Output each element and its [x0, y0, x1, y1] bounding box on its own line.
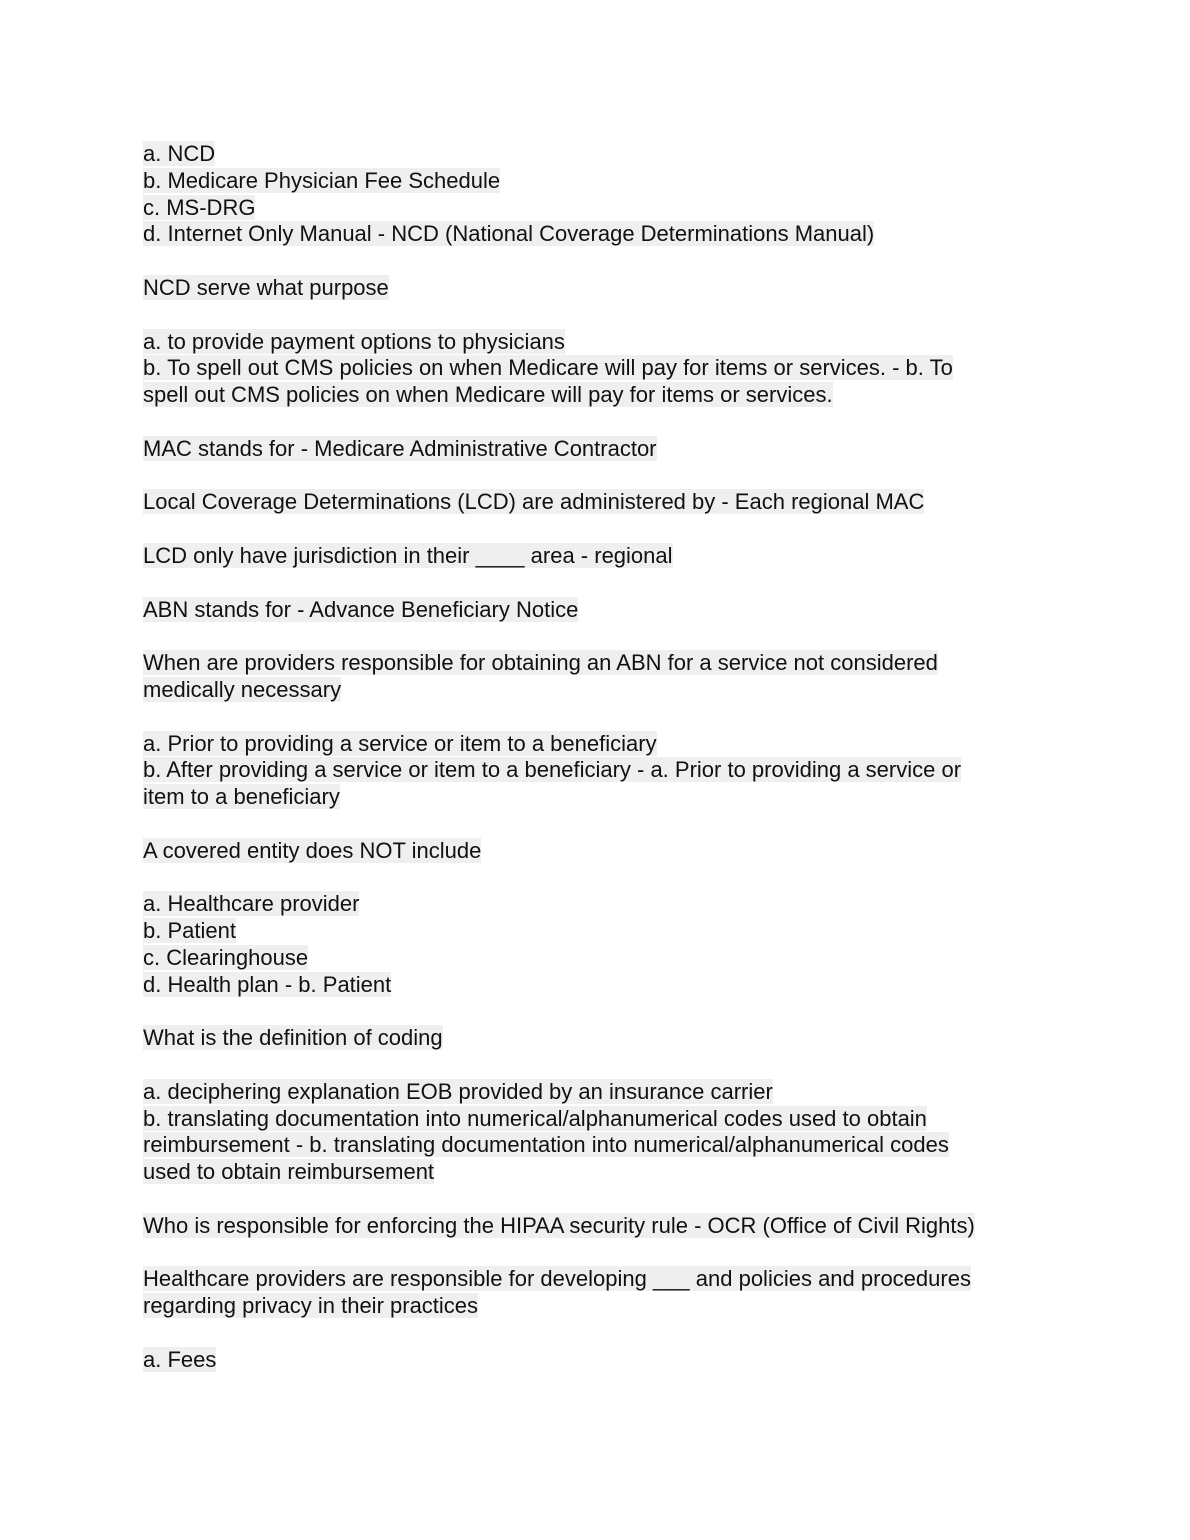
paragraph: [143, 489, 1043, 516]
text-line: [143, 1025, 1043, 1052]
paragraph: [143, 141, 1043, 248]
paragraph: [143, 1347, 1043, 1374]
text-line-content: b. Patient: [143, 918, 236, 944]
text-line-content: LCD only have jurisdiction in their ____ area - regional: [143, 542, 673, 568]
paragraph: [143, 1025, 1043, 1052]
text-line-content: What is the definition of coding: [143, 1025, 443, 1051]
text-line: [143, 784, 1043, 811]
text-line: [143, 757, 1043, 784]
text-line-content: Who is responsible for enforcing the HIPAA security rule - OCR (Office of Civil Rights): [143, 1212, 975, 1238]
paragraph: [143, 731, 1043, 811]
paragraph: [143, 891, 1043, 998]
text-line: [143, 168, 1043, 195]
text-line: [143, 945, 1043, 972]
paragraph: [143, 597, 1043, 624]
paragraph: [143, 650, 1043, 704]
text-line-content: medically necessary: [143, 676, 342, 702]
text-line-content: b. To spell out CMS policies on when Medicare will pay for items or services. - b. To: [143, 355, 953, 381]
text-line: [143, 355, 1043, 382]
text-line-content: b. After providing a service or item to a beneficiary - a. Prior to providing a service or: [143, 757, 962, 783]
text-line: [143, 1347, 1043, 1374]
text-line: [143, 677, 1043, 704]
text-line: [143, 838, 1043, 865]
text-line: [143, 1213, 1043, 1240]
text-line: [143, 891, 1043, 918]
paragraph: [143, 1213, 1043, 1240]
text-line: [143, 1079, 1043, 1106]
text-line-content: a. Prior to providing a service or item to a beneficiary: [143, 730, 657, 756]
paragraph: [143, 1079, 1043, 1186]
text-line-content: A covered entity does NOT include: [143, 837, 482, 863]
text-line: [143, 650, 1043, 677]
text-line: [143, 195, 1043, 222]
text-line: [143, 275, 1043, 302]
document-body: [143, 141, 1043, 1374]
text-line-content: d. Health plan - b. Patient: [143, 971, 392, 997]
text-line: [143, 329, 1043, 356]
text-line-content: d. Internet Only Manual - NCD (National Coverage Determinations Manual): [143, 221, 875, 247]
text-line: [143, 489, 1043, 516]
paragraph: [143, 329, 1043, 409]
text-line: [143, 1106, 1043, 1133]
text-line-content: b. Medicare Physician Fee Schedule: [143, 167, 501, 193]
text-line: [143, 597, 1043, 624]
paragraph: [143, 275, 1043, 302]
text-line: [143, 543, 1043, 570]
text-line-content: Healthcare providers are responsible for developing ___ and policies and procedures: [143, 1266, 971, 1292]
text-line-content: b. translating documentation into numerical/alphanumerical codes used to obtain: [143, 1105, 927, 1131]
text-line-content: MAC stands for - Medicare Administrative Contractor: [143, 435, 657, 461]
paragraph: [143, 838, 1043, 865]
paragraph: [143, 436, 1043, 463]
text-line-content: item to a beneficiary: [143, 784, 340, 810]
text-line: [143, 436, 1043, 463]
text-line: [143, 918, 1043, 945]
paragraph: [143, 543, 1043, 570]
paragraph: [143, 1266, 1043, 1320]
text-line: [143, 1132, 1043, 1159]
text-line: [143, 731, 1043, 758]
text-line: [143, 221, 1043, 248]
text-line: [143, 972, 1043, 999]
text-line-content: NCD serve what purpose: [143, 274, 389, 300]
text-line-content: reimbursement - b. translating documentation into numerical/alphanumerical codes: [143, 1132, 949, 1158]
text-line: [143, 141, 1043, 168]
text-line-content: When are providers responsible for obtaining an ABN for a service not considered: [143, 650, 938, 676]
text-line-content: used to obtain reimbursement: [143, 1159, 435, 1185]
text-line-content: a. NCD: [143, 141, 216, 166]
text-line-content: spell out CMS policies on when Medicare will pay for items or services.: [143, 382, 833, 408]
text-line-content: a. Fees: [143, 1346, 217, 1372]
text-line-content: a. to provide payment options to physicians: [143, 328, 565, 354]
text-line-content: a. deciphering explanation EOB provided by an insurance carrier: [143, 1078, 773, 1104]
text-line-content: Local Coverage Determinations (LCD) are administered by - Each regional MAC: [143, 489, 925, 515]
text-line-content: ABN stands for - Advance Beneficiary Notice: [143, 596, 579, 622]
text-line-content: a. Healthcare provider: [143, 891, 360, 917]
text-line: [143, 1159, 1043, 1186]
text-line-content: regarding privacy in their practices: [143, 1293, 479, 1319]
text-line-content: c. MS-DRG: [143, 194, 256, 220]
text-line: [143, 382, 1043, 409]
text-line: [143, 1293, 1043, 1320]
text-line: [143, 1266, 1043, 1293]
text-line-content: c. Clearinghouse: [143, 944, 309, 970]
